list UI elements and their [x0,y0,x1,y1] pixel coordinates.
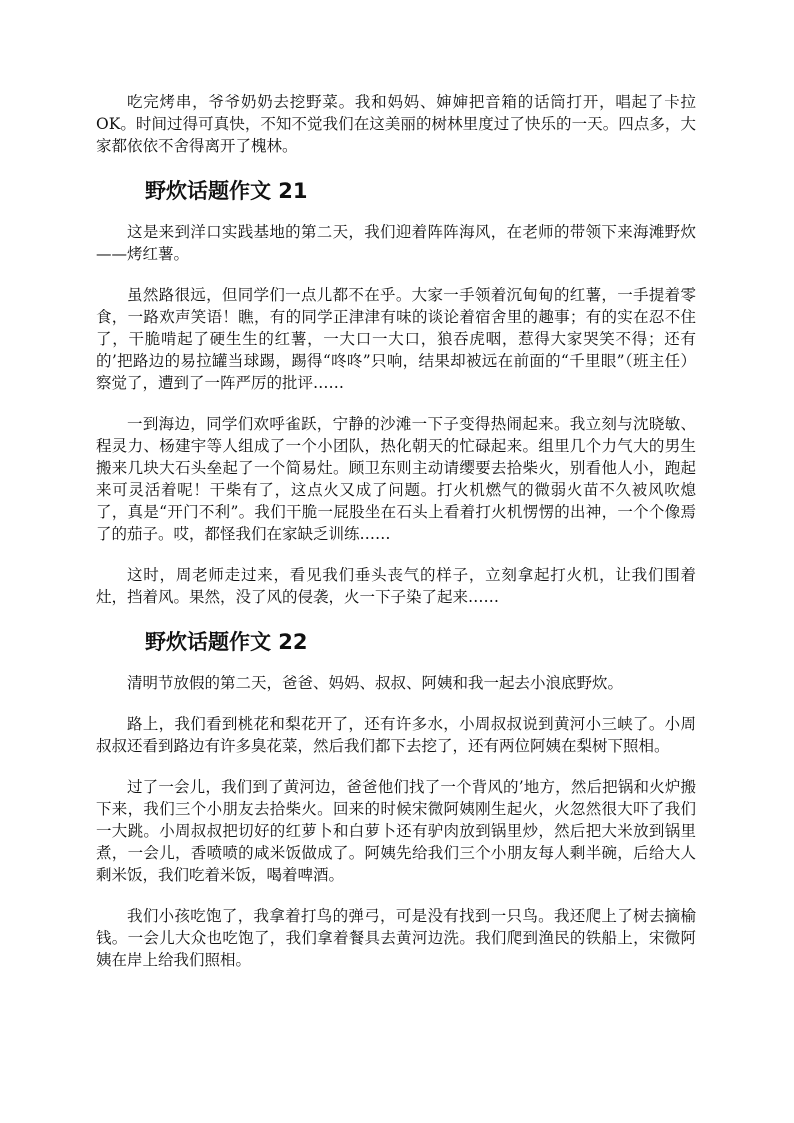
section-heading: 野炊话题作文 21 [145,179,308,203]
paragraph: 吃完烤串，爷爷奶奶去挖野菜。我和妈妈、婶婶把音箱的话筒打开，唱起了卡拉OK。时间过得可真快，不知不觉我们在这美丽的树林里度过了快乐的一天。四点多，大家都依依不舍得离开了槐林。 [96,93,696,155]
paragraph: 虽然路很远，但同学们一点儿都不在乎。大家一手领着沉甸甸的红薯，一手提着零食，一路欢声笑语！瞧，有的同学正津津有味的谈论着宿舍里的趣事；有的实在忍不住了，干脆啃起了硬生生的红薯，一大口一大口，狼吞虎咽，惹得大家哭笑不得；还有的’把路边的易拉罐当球踢，踢得“咚咚”只响，结果却被远在前面的“千里眼”（班主任）察觉了，遭到了一阵严厉的批评…… [96,286,696,392]
paragraph: 路上，我们看到桃花和梨花开了，还有许多水，小周叔叔说到黄河小三峡了。小周叔叔还看到路边有许多臭花菜，然后我们都下去挖了，还有两位阿姨在梨树下照相。 [96,715,696,755]
paragraph: 这是来到洋口实践基地的第二天，我们迎着阵阵海风，在老师的带领下来海滩野炊——烤红薯。 [96,223,696,263]
paragraph: 一到海边，同学们欢呼雀跃，宁静的沙滩一下子变得热闹起来。我立刻与沈晓敏、程灵力、杨建宇等人组成了一个小团队，热化朝天的忙碌起来。组里几个力气大的男生搬来几块大石头垒起了一个简易灶。顾卫东则主动请缨要去拾柴火，别看他人小，跑起来可灵活着呢！干柴有了，这点火又成了问题。打火机燃气的微弱火苗不久被风吹熄了，真是“开门不利”。我们干脆一屁股坐在石头上看着打火机愣愣的出神，一个个像焉了的茄子。哎，都怪我们在家缺乏训练…… [96,415,696,543]
paragraph: 这时，周老师走过来，看见我们垂头丧气的样子，立刻拿起打火机，让我们围着灶，挡着风。果然，没了风的侵袭，火一下子染了起来…… [96,566,696,606]
paragraph: 过了一会儿，我们到了黄河边，爸爸他们找了一个背风的’地方，然后把锅和火炉搬下来，我们三个小朋友去拾柴火。回来的时候宋微阿姨刚生起火，火忽然很大吓了我们一大跳。小周叔叔把切好的红萝卜和白萝卜还有驴肉放到锅里炒，然后把大米放到锅里煮，一会儿，香喷喷的咸米饭做成了。阿姨先给我们三个小朋友每人剩半碗，后给大人剩米饭，我们吃着米饭，喝着啤酒。 [96,778,696,884]
document-page [96,91,696,990]
paragraph: 我们小孩吃饱了，我拿着打鸟的弹弓，可是没有找到一只鸟。我还爬上了树去摘榆钱。一会儿大众也吃饱了，我们拿着餐具去黄河边洗。我们爬到渔民的铁船上，宋微阿姨在岸上给我们照相。 [96,907,696,969]
paragraph: 清明节放假的第二天，爸爸、妈妈、叔叔、阿姨和我一起去小浪底野炊。 [127,674,624,692]
section-heading: 野炊话题作文 22 [145,630,308,654]
